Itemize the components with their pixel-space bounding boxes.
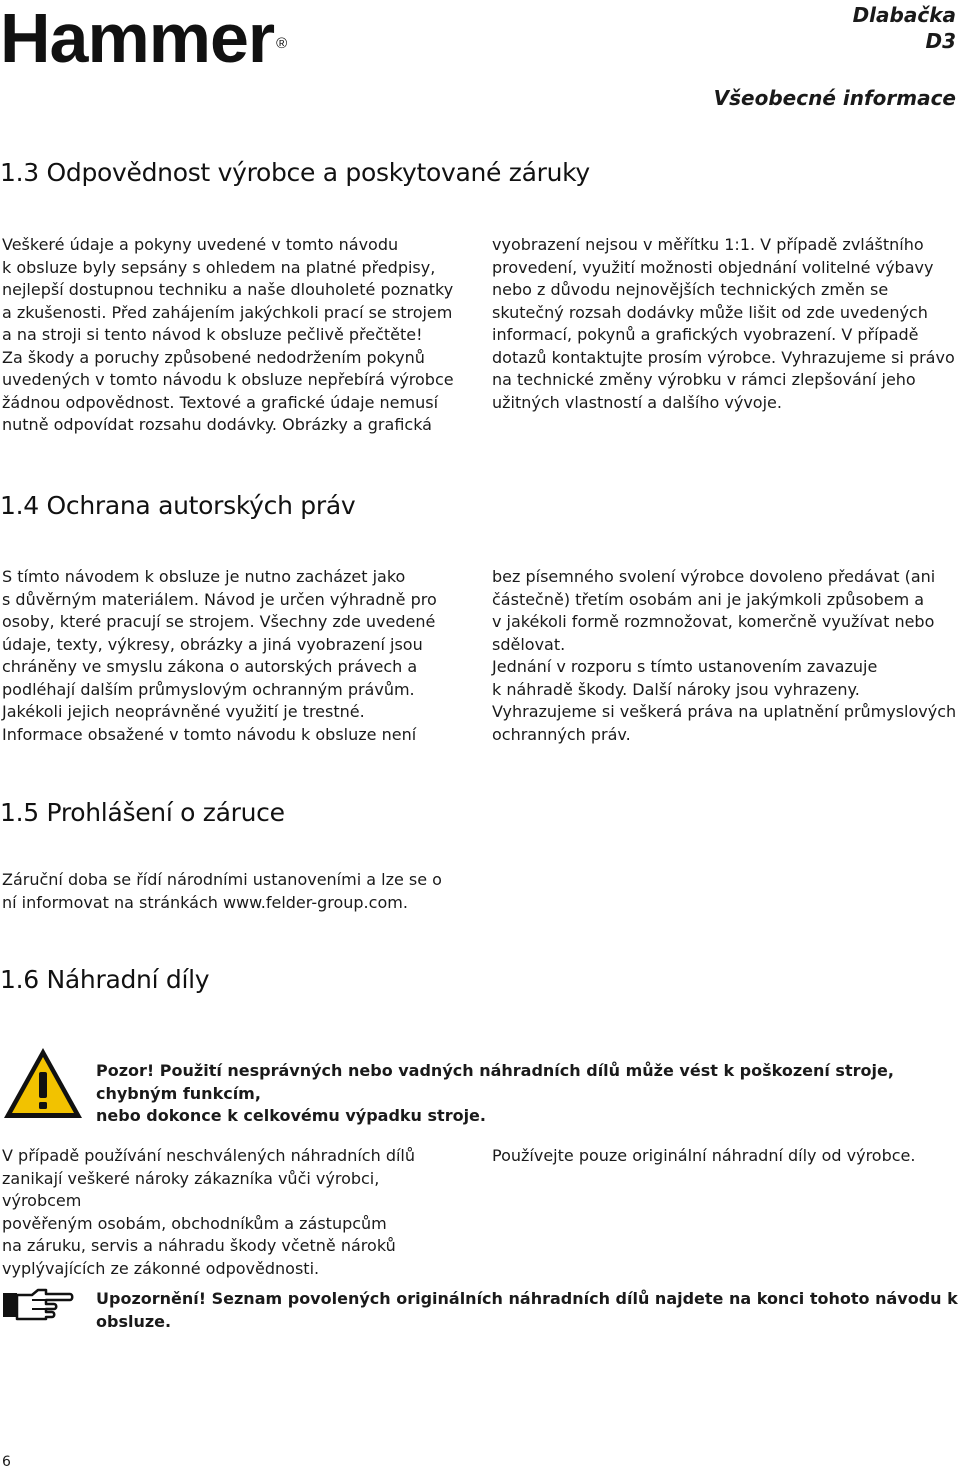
text-line: žádnou odpovědnost. Textové a grafické údaje nemusí [2,392,439,412]
section-1-3-right [492,234,958,414]
header-model: D3 [925,29,956,53]
text-line: částečně) třetím osobám ani je jakýmkoli způsobem a [492,589,925,609]
text-line: k obsluze byly sepsány s ohledem na platné předpisy, [2,257,436,277]
text-line: S tímto návodem k obsluze je nutno zacházet jako [2,567,406,586]
text-line: dotazů kontaktujte prosím výrobce. Vyhrazujeme si právo [492,347,955,367]
text-line: a na stroji si tento návod k obsluze pečlivě přečtěte! [2,325,423,344]
text-line: chráněny ve smyslu zákona o autorských právech a [2,657,418,676]
text-line: vyplývajících ze zákonné odpovědnosti. [2,1258,320,1278]
text-line: ochranných práv. [492,724,631,744]
text-line: Veškeré údaje a pokyny uvedené v tomto návodu [2,235,399,254]
text-line: k náhradě škody. Další nároky jsou vyhrazeny. [492,679,860,699]
text-line: bez písemného svolení výrobce dovoleno předávat (ani [492,567,936,586]
text-line: Pozor! Použití nesprávných nebo vadných náhradních dílů může vést k poškození stroje, chybným funkcím, [96,1061,894,1103]
text-line: Záruční doba se řídí národními ustanoveními a lze se o [2,870,442,889]
text-line: nebo dokonce k celkovému výpadku stroje. [96,1106,486,1125]
text-line: podléhají dalším průmyslovým ochranným právům. [2,679,415,699]
text-line: uvedených v tomto návodu k obsluze nepřebírá výrobce [2,370,454,389]
section-1-5-text [2,869,602,914]
section-1-6-title: 1.6 Náhradní díly [0,965,210,994]
text-line: informací, pokynů a grafických vyobrazení. V případě [492,325,919,344]
text-line: Jednání v rozporu s tímto ustanovením zavazuje [492,657,878,676]
text-line: osoby, které pracují se strojem. Všechny zde uvedené [2,612,436,631]
hammer-logo: Hammer ® [0,0,287,77]
section-1-3-left [2,234,462,437]
pointing-hand-icon [2,1287,74,1321]
text-line: Vyhrazujeme si veškerá práva na uplatnění průmyslových [492,702,957,721]
section-1-4-title: 1.4 Ochrana autorských práv [0,491,356,520]
text-line: Jakékoli jejich neoprávněné využití je trestné. [2,702,365,721]
section-1-5-title: 1.5 Prohlášení o záruce [0,798,285,827]
section-1-6-left [2,1145,462,1280]
section-1-3-title: 1.3 Odpovědnost výrobce a poskytované záruky [0,158,590,187]
text-line: nejlepší dostupnou techniku a naše dlouholeté poznatky [2,280,454,299]
text-line: Používejte pouze originální náhradní díly od výrobce. [492,1146,916,1165]
text-line: sdělovat. [492,634,566,654]
warning-triangle-icon [2,1046,84,1120]
page-number: 6 [2,1454,11,1470]
text-line: Za škody a poruchy způsobené nedodržením pokynů [2,347,425,367]
text-line: V případě používání neschválených náhradních dílů [2,1146,416,1165]
text-line: na technické změny výrobku v rámci zlepšování jeho [492,370,916,389]
text-line: s důvěrným materiálem. Návod je určen výhradně pro [2,589,437,609]
text-line: ní informovat na stránkách www.felder-group.com. [2,892,408,912]
text-line: vyobrazení nejsou v měřítku 1:1. V případě zvláštního [492,235,924,254]
section-1-4-right [492,566,958,746]
text-line: provedení, využití možnosti objednání volitelné výbavy [492,257,934,277]
text-line: nebo z důvodu nejnovějších technických změn se [492,280,889,299]
text-line: zanikají veškeré nároky zákazníka vůči výrobci, výrobcem [2,1168,380,1210]
section-1-4-left [2,566,462,746]
text-line: pověřeným osobám, obchodníkům a zástupcům [2,1213,387,1233]
header-product: Dlabačka [852,3,956,27]
text-line: na záruku, servis a náhradu škody včetně nároků [2,1236,396,1255]
text-line: v jakékoli formě rozmnožovat, komerčně využívat nebo [492,612,935,631]
header-chapter: Všeobecné informace [713,86,956,110]
text-line: nutně odpovídat rozsahu dodávky. Obrázky a grafická [2,415,432,434]
text-line: Informace obsažené v tomto návodu k obsluze není [2,724,417,744]
text-line: údaje, texty, výkresy, obrázky a jiná vyobrazení jsou [2,634,423,654]
text-line: a zkušenosti. Před zahájením jakýchkoli prací se strojem [2,302,453,322]
section-1-6-right [492,1145,958,1168]
note-message: Upozornění! Seznam povolených originálních náhradních dílů najdete na konci tohoto návodu k obsluze. [96,1289,958,1331]
text-line: skutečný rozsah dodávky může lišit od zde uvedených [492,302,928,322]
text-line: užitných vlastností a dalšího vývoje. [492,392,782,412]
warning-message [96,1060,958,1128]
